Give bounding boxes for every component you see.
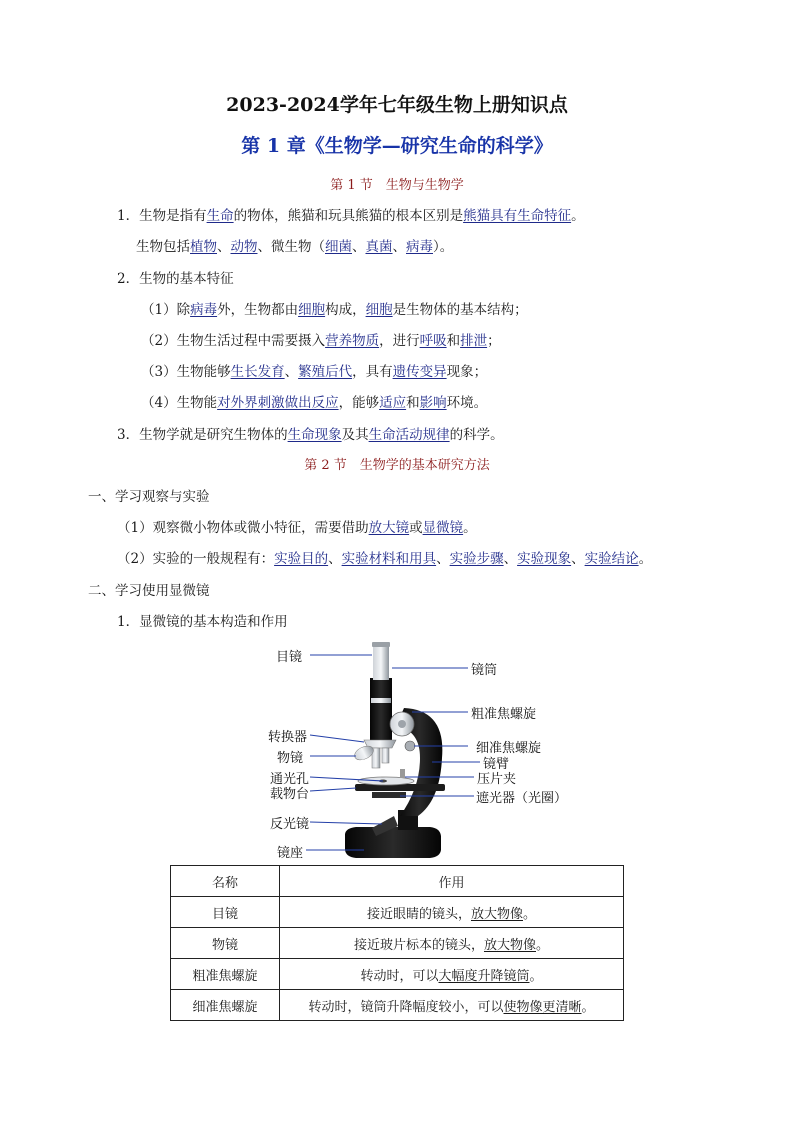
text: 转动时，镜筒升降幅度较小，可以 (308, 999, 504, 1015)
table-row (171, 990, 624, 1021)
table-row (171, 897, 624, 928)
answer-fill: 放大物像 (483, 937, 536, 953)
characteristic-2 (141, 332, 501, 350)
microscope-tube (370, 678, 392, 740)
table-cell-name: 目镜 (171, 897, 280, 928)
table-cell-name: 粗准焦螺旋 (171, 959, 280, 990)
answer-fill: 细菌 (325, 239, 352, 255)
text: ； (487, 333, 501, 349)
observation-2 (117, 550, 652, 568)
table-header-function: 作用 (280, 866, 624, 897)
text: ，具有 (352, 364, 393, 380)
label-stage: 载物台 (270, 787, 310, 802)
answer-fill: 使物像更清晰 (503, 999, 582, 1015)
answer-fill: 实验现象 (517, 551, 572, 567)
text: 外，生物都由 (217, 302, 299, 318)
table-cell-function (280, 928, 624, 959)
label-base: 镜座 (277, 846, 304, 861)
label-fine-focus: 细准焦螺旋 (476, 741, 542, 756)
leader-mirror (310, 822, 382, 824)
label-tube: 镜筒 (471, 663, 498, 678)
answer-fill: 遗传变异 (392, 364, 447, 380)
answer-fill: 繁殖后代 (298, 364, 353, 380)
heading-observation: 一、学习观察与实验 (88, 489, 210, 505)
text: 的科学。 (449, 427, 504, 443)
table-cell-function (280, 897, 624, 928)
text: 、 (392, 239, 406, 255)
text: 。 (523, 906, 537, 922)
text: 。 (529, 968, 543, 984)
answer-fill: 病毒 (406, 239, 433, 255)
text: 、 (436, 551, 450, 567)
table-row (171, 959, 624, 990)
microscope-eyepiece-cap (372, 642, 390, 647)
answer-fill: 细胞 (365, 302, 393, 318)
microscope-clip (400, 769, 405, 778)
answer-fill: 对外界刺激做出反应 (217, 395, 339, 411)
text: 接近玻片标本的镜头， (353, 937, 484, 953)
observation-1 (117, 519, 477, 537)
text: ，进行 (379, 333, 420, 349)
text: 是生物体的基本结构； (392, 302, 528, 318)
microscope-diaphragm (372, 792, 406, 798)
paragraph-2: 2．生物的基本特征 (117, 271, 234, 287)
text: 。 (536, 937, 550, 953)
answer-fill: 大幅度升降镜筒 (438, 968, 530, 984)
label-arm: 镜臂 (483, 757, 510, 772)
text: （1）除 (141, 302, 191, 318)
label-diaphragm: 遮光器（光圈） (476, 791, 568, 806)
characteristic-3 (141, 363, 487, 381)
answer-fill: 实验结论 (584, 551, 639, 567)
section-1-heading: 第 1 节 生物与生物学 (330, 178, 464, 193)
text: 、 (284, 364, 299, 380)
text: （2）生物生活过程中需要摄入 (141, 333, 326, 349)
microscope-stage (355, 784, 445, 791)
answer-fill: 生命活动规律 (368, 427, 450, 443)
table-header-row (171, 866, 624, 897)
microscope-eyepiece (373, 644, 389, 680)
answer-fill: 实验材料和用具 (341, 551, 437, 567)
microscope-fine-knob (405, 741, 415, 751)
microscope-diagram (0, 638, 794, 868)
text: 、 (352, 239, 366, 255)
section-2-heading: 第 2 节 生物学的基本研究方法 (304, 458, 490, 473)
text: 。 (463, 520, 477, 536)
answer-fill: 生命 (206, 208, 234, 224)
answer-fill: 植物 (190, 239, 217, 255)
text: （1）观察微小物体或微小特征，需要借助 (117, 520, 369, 536)
answer-fill: 显微镜 (422, 520, 464, 536)
text: 现象； (446, 364, 488, 380)
answer-fill: 生命现象 (287, 427, 342, 443)
paragraph-1b (136, 238, 453, 256)
answer-fill: 放大镜 (368, 520, 410, 536)
subheading-structure: 1．显微镜的基本构造和作用 (117, 614, 288, 630)
answer-fill: 呼吸 (419, 333, 447, 349)
microscope-coarse-knob-center (398, 720, 406, 728)
text: 转动时，可以 (360, 968, 439, 984)
leader-stage (310, 788, 356, 791)
answer-fill: 动物 (230, 239, 258, 255)
text: 1．生物是指有 (117, 208, 207, 224)
text: 接近眼睛的镜头， (366, 906, 471, 922)
answer-fill: 营养物质 (325, 333, 380, 349)
text: 。 (581, 999, 595, 1015)
text: 、微生物（ (257, 239, 325, 255)
paragraph-3 (117, 426, 504, 444)
answer-fill: 实验目的 (274, 551, 329, 567)
text: 。 (638, 551, 653, 567)
text: （2）实验的一般规程有： (117, 551, 275, 567)
text: 和 (446, 333, 461, 349)
label-eyepiece: 目镜 (276, 650, 303, 665)
answer-fill: 生长发育 (230, 364, 285, 380)
microscope-tube-ring (371, 698, 391, 703)
text: ，能够 (338, 395, 380, 411)
heading-microscope: 二、学习使用显微镜 (88, 583, 210, 599)
label-mirror: 反光镜 (270, 817, 310, 832)
text: 构成， (325, 302, 366, 318)
text: 。 (571, 208, 585, 224)
table-row (171, 928, 624, 959)
microscope-function-table (170, 865, 624, 1021)
answer-fill: 放大物像 (470, 906, 523, 922)
table-cell-function (280, 959, 624, 990)
answer-fill: 实验步骤 (449, 551, 504, 567)
text: 、 (328, 551, 342, 567)
text: 或 (409, 520, 423, 536)
text: 、 (503, 551, 518, 567)
text: 和 (406, 395, 420, 411)
text: （4）生物能 (141, 395, 218, 411)
answer-fill: 细胞 (298, 302, 326, 318)
characteristic-4 (141, 394, 487, 412)
text: 3．生物学就是研究生物体的 (117, 427, 288, 443)
label-aperture: 通光孔 (270, 772, 310, 787)
answer-fill: 病毒 (190, 302, 218, 318)
table-cell-name: 细准焦螺旋 (171, 990, 280, 1021)
text: 、 (571, 551, 585, 567)
document-title: 2023-2024学年七年级生物上册知识点 (226, 94, 568, 116)
characteristic-1 (141, 301, 528, 319)
label-nosepiece: 转换器 (268, 730, 308, 745)
label-objective: 物镜 (277, 751, 304, 766)
answer-fill: 排泄 (460, 333, 488, 349)
paragraph-1 (117, 207, 585, 225)
text: 、 (217, 239, 231, 255)
text: 的物体，熊猫和玩具熊猫的根本区别是 (233, 208, 464, 224)
answer-fill: 熊猫具有生命特征 (463, 208, 572, 224)
label-coarse-focus: 粗准焦螺旋 (471, 707, 537, 722)
table-cell-name: 物镜 (171, 928, 280, 959)
text: 生物包括 (136, 239, 190, 255)
leader-nosepiece (310, 735, 364, 742)
microscope-objective-2 (382, 748, 389, 763)
label-clip: 压片夹 (477, 772, 517, 787)
chapter-title: 第 1 章《生物学—研究生命的科学》 (241, 135, 553, 157)
text: ）。 (433, 239, 454, 255)
text: 环境。 (446, 395, 488, 411)
text: （3）生物能够 (141, 364, 231, 380)
text: 及其 (341, 427, 369, 443)
answer-fill: 适应 (379, 395, 407, 411)
table-cell-function (280, 990, 624, 1021)
microscope-base (345, 827, 441, 858)
answer-fill: 真菌 (365, 239, 393, 255)
answer-fill: 影响 (419, 395, 447, 411)
table-header-name: 名称 (171, 866, 280, 897)
